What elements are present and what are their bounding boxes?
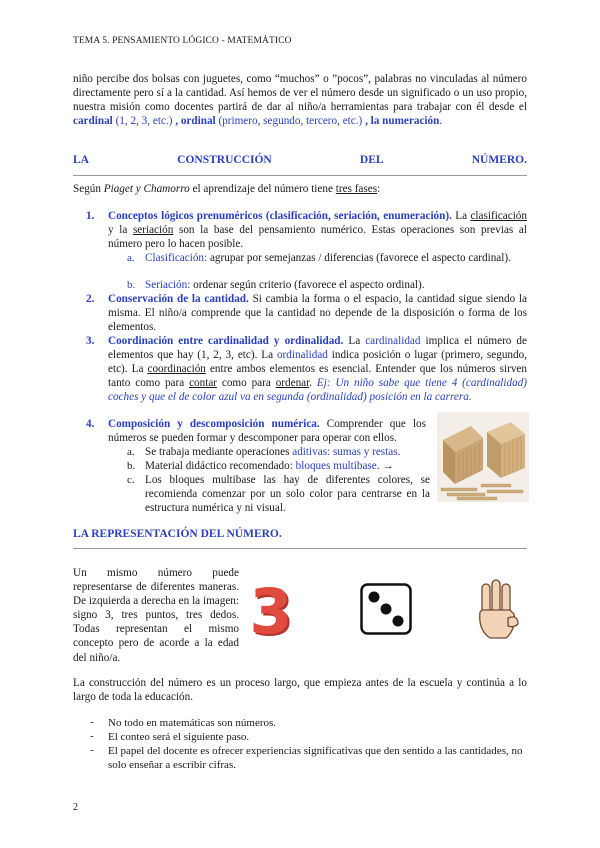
text: La	[343, 335, 366, 347]
underlined-phrase: tres fases	[335, 183, 378, 195]
ordinal-example: (primero, segundo, tercero, etc.)	[215, 115, 366, 128]
underlined-term: clasificación	[470, 210, 527, 222]
text: como para	[217, 377, 276, 389]
underlined-term: coordinación	[147, 363, 206, 375]
heading-word: LA	[73, 154, 89, 166]
three-fingers-icon	[474, 578, 522, 644]
bullet-dash: -	[90, 716, 94, 728]
text: ordenar según criterio (favorece el aspecto ordinal).	[190, 279, 425, 291]
item-title: Composición y descomposición numérica.	[108, 418, 320, 430]
cardinal-example: (1, 2, 3, etc.)	[112, 115, 176, 128]
item-number: 4.	[86, 418, 95, 430]
item-title: Conceptos lógicos prenuméricos (clasificación, seriación, enumeración).	[108, 210, 452, 222]
text: indica posición o lugar (primero, segundo, etc). La	[108, 349, 527, 375]
term-ordinal: ordinal	[180, 115, 216, 128]
list-item-2	[108, 292, 527, 334]
divider	[73, 175, 527, 176]
heading-word: DEL	[359, 154, 384, 166]
bullet-item: El conteo será el siguiente paso.	[108, 731, 250, 743]
page-number: 2	[73, 802, 78, 813]
sub-item	[145, 445, 430, 459]
sub-item	[145, 473, 430, 515]
list-item-1	[108, 209, 527, 251]
dice-three-icon	[360, 583, 412, 635]
sub-item	[145, 251, 527, 265]
text: .	[309, 377, 317, 389]
bullet-item: El papel del docente es ofrecer experiencias significativas que den sentido a las cantidades, no solo enseñar a escribir cifras.	[108, 745, 523, 771]
text: agrupar por semejanzas / diferencias (favorece el aspecto cardinal).	[207, 252, 511, 264]
text: Material didáctico recomendado:	[145, 460, 296, 472]
sub-label: Seriación:	[145, 279, 191, 291]
closing-paragraph: La construcción del número es un proceso largo, que empieza antes de la escuela y continúa a lo largo de toda la educación.	[73, 677, 527, 704]
sub-marker: a.	[127, 252, 135, 264]
multibase-blocks-image	[437, 412, 529, 502]
intro-text: niño percibe dos bolsas con juguetes, como “muchos” o ”pocos”, palabras no vinculadas al número directamente pero sí a la cantidad. Así hemos de ver el número desde un significado o un uso propio, nuestra misión como docentes partirá de dar al niño/a herramientas para trabajar con él desde el	[73, 73, 527, 114]
sub-item	[145, 278, 527, 292]
heading-word: NÚMERO.	[471, 154, 527, 166]
term: ordinalidad	[276, 349, 328, 361]
period: .	[439, 115, 443, 128]
text: Los bloques multibase las hay de diferentes colores, se recomienda comenzar por un solo color para centrarse en la estructura numérica y ni visual.	[145, 474, 430, 514]
example-text: Ej: Un niño sabe que tiene 4 (cardinalidad) coches y que el de color azul va en segunda (ordinalidad) posición en la carrera.	[108, 377, 528, 403]
sub-marker: b.	[127, 460, 136, 472]
sub-marker: c.	[127, 474, 135, 486]
sub-marker: b.	[127, 279, 136, 291]
text: Si cambia la forma o el espacio, la cantidad sigue siendo la misma. El niño/a comprende que la cantidad no depende de la disposición o forma de los elementos.	[108, 293, 527, 333]
section-heading-construccion	[73, 154, 527, 166]
text: implica el número de elementos que hay (1, 2, 3, etc). La	[108, 335, 527, 361]
list-item-4	[108, 417, 426, 445]
heading-word: CONSTRUCCIÓN	[177, 154, 272, 166]
text: Según	[73, 183, 104, 195]
bullet-item: No todo en matemáticas son números.	[108, 717, 277, 729]
number-three-icon	[246, 575, 296, 648]
lead-sentence	[73, 183, 380, 195]
sep: ,	[175, 115, 181, 128]
text: entre ambos elementos es esencial. Entender que los números sirven tanto como para	[108, 363, 527, 389]
term-cardinal: cardinal	[73, 115, 113, 128]
text: y la	[108, 224, 133, 236]
intro-paragraph	[73, 72, 527, 128]
list-item-3	[108, 334, 527, 404]
text: Se trabaja mediante operaciones	[145, 446, 293, 458]
text: son la base del pensamiento numérico. Estas operaciones son previas al número pero lo hacen posible.	[108, 224, 527, 250]
section-heading-representacion: LA REPRESENTACIÓN DEL NÚMERO.	[73, 528, 282, 540]
sub-label: Clasificación:	[145, 252, 208, 264]
digit-three: 3	[249, 575, 293, 648]
bullet-dash: -	[90, 744, 94, 756]
multibase-link[interactable]: bloques multibase	[295, 460, 377, 472]
text: . →	[376, 460, 394, 472]
term-numeracion: la numeración	[370, 115, 440, 128]
text: .	[397, 446, 401, 458]
underlined-term: seriación	[132, 224, 174, 236]
text: :	[377, 183, 381, 195]
text: Comprender que los números se pueden formar y descomponer para operar con ellos.	[108, 418, 426, 444]
item-title: Coordinación entre cardinalidad y ordinalidad.	[108, 335, 344, 347]
representation-text: Un mismo número puede representarse de diferentes maneras. De izquierda a derecha en la imagen: signo 3, tres puntos, tres dedos. Todas representan el mismo concepto pero de acorde a la edad del niño/a.	[73, 567, 239, 664]
underlined-term: ordenar	[275, 377, 310, 389]
item-number: 3.	[86, 335, 95, 347]
bullet-dash: -	[90, 730, 94, 742]
underlined-term: contar	[189, 377, 218, 389]
item-number: 1.	[86, 210, 95, 222]
authors: Piaget y Chamorro	[103, 183, 190, 195]
term: cardinalidad	[365, 335, 421, 347]
highlight: aditivas: sumas y restas	[292, 446, 398, 458]
sub-item	[145, 459, 430, 473]
item-number: 2.	[86, 293, 95, 305]
sep: ,	[365, 115, 371, 128]
text: La	[451, 210, 471, 222]
text: el aprendizaje del número tiene	[189, 183, 336, 195]
item-title: Conservación de la cantidad.	[108, 293, 249, 305]
divider	[73, 548, 527, 549]
sub-marker: a.	[127, 446, 135, 458]
page-header: TEMA 5. PENSAMIENTO LÓGICO - MATEMÁTICO	[73, 36, 292, 46]
